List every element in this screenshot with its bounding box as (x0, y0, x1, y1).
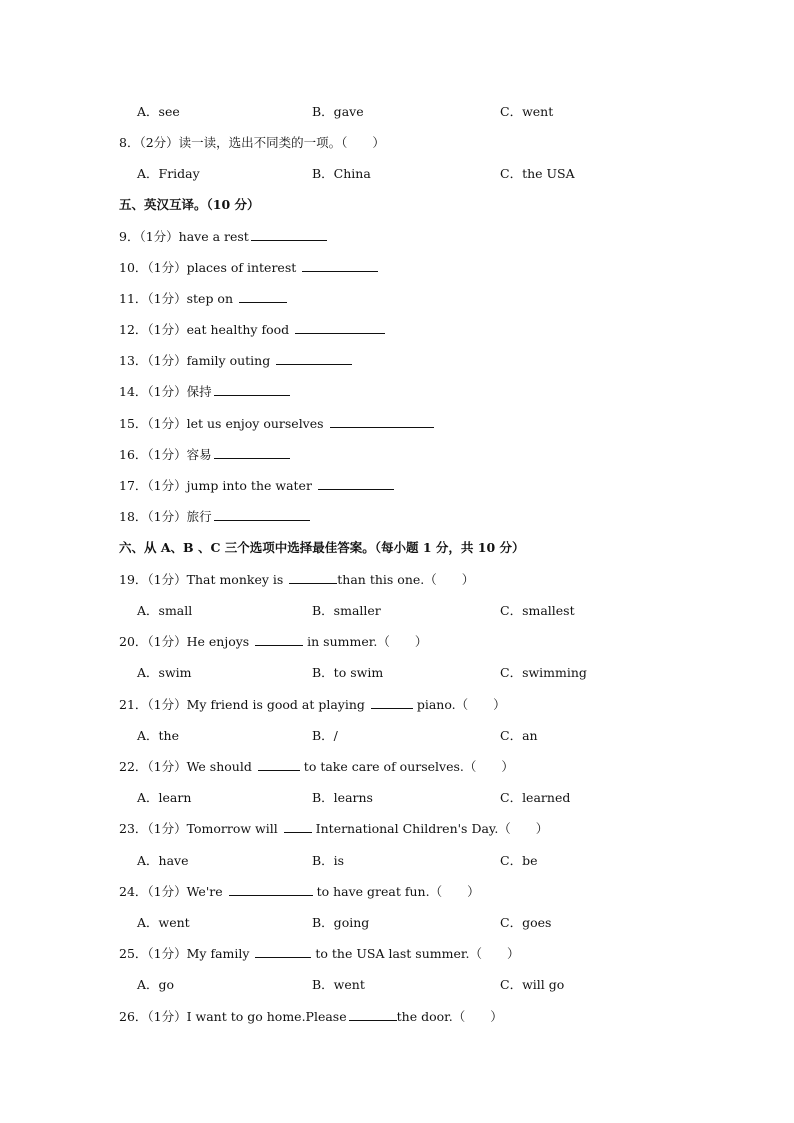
question-text (119, 1007, 503, 1027)
question-prompt: 19．（1分）That monkey is (119, 572, 288, 587)
question-text (119, 227, 327, 247)
question-line (0, 819, 794, 839)
answer-blank (258, 757, 300, 771)
question-line (0, 133, 794, 153)
section-heading (0, 538, 794, 558)
question-line (0, 351, 794, 371)
question-text (119, 944, 519, 964)
option-a: A．go (137, 977, 175, 992)
question-text (119, 882, 480, 902)
option-b: B．going (312, 915, 370, 930)
question-text (119, 476, 394, 496)
answer-blank (214, 382, 290, 396)
question-prompt: 24．（1分）We're (119, 884, 227, 899)
question-text (119, 445, 290, 465)
answer-blank (251, 227, 327, 241)
option-a: A．Friday (137, 166, 200, 181)
question-line (0, 944, 794, 964)
option-b: B．/ (312, 728, 338, 743)
option-c: C．goes (500, 915, 552, 930)
option-c: C．an (500, 728, 538, 743)
answer-blank (318, 476, 394, 490)
option-a: A．the (137, 728, 179, 743)
option-a: A．went (137, 915, 190, 930)
question-prompt: 9．（1分）have a rest (119, 229, 249, 244)
answer-blank (214, 507, 310, 521)
option-a: A．small (137, 603, 193, 618)
answer-blank (214, 445, 290, 459)
option-b: B．gave (312, 104, 364, 119)
answer-options-row (0, 164, 794, 184)
question-prompt: 25．（1分）My family (119, 946, 254, 961)
answer-blank (330, 414, 434, 428)
option-c: C．will go (500, 977, 565, 992)
option-c: C．be (500, 853, 538, 868)
question-tail: in summer.（ ） (303, 634, 428, 649)
option-b: B．China (312, 166, 371, 181)
question-text (119, 382, 290, 402)
option-c: C．went (500, 104, 554, 119)
question-prompt: 26．（1分）I want to go home.Please (119, 1009, 347, 1024)
option-b: B．smaller (312, 603, 381, 618)
question-text (119, 695, 506, 715)
answer-blank (255, 944, 311, 958)
answer-blank (284, 819, 312, 833)
answer-blank (255, 632, 303, 646)
option-b: B．learns (312, 790, 373, 805)
question-prompt: 16．（1分）容易 (119, 447, 212, 462)
question-prompt: 15．（1分）let us enjoy ourselves (119, 416, 328, 431)
answer-blank (295, 320, 385, 334)
question-line (0, 632, 794, 652)
answer-blank (302, 258, 378, 272)
question-prompt: 20．（1分）He enjoys (119, 634, 254, 649)
question-prompt: 23．（1分）Tomorrow will (119, 821, 282, 836)
answer-options-row (0, 601, 794, 621)
question-text (119, 258, 378, 278)
question-text (119, 351, 352, 371)
question-line (0, 382, 794, 402)
answer-blank (229, 882, 313, 896)
question-line (0, 757, 794, 777)
question-line (0, 227, 794, 247)
question-prompt: 22．（1分）We should (119, 759, 256, 774)
question-tail: piano.（ ） (412, 697, 506, 712)
question-prompt: 17．（1分）jump into the water (119, 478, 316, 493)
question-tail: International Children's Day.（ ） (311, 821, 549, 836)
option-a: A．see (137, 104, 180, 119)
answer-options-row (0, 913, 794, 933)
question-tail: the door.（ ） (396, 1009, 503, 1024)
answer-blank (289, 570, 337, 584)
answer-options-row (0, 102, 794, 122)
question-tail: to take care of ourselves.（ ） (299, 759, 514, 774)
question-prompt: 10．（1分）places of interest (119, 260, 301, 275)
question-line (0, 289, 794, 309)
answer-options-row (0, 851, 794, 871)
option-c: C．swimming (500, 665, 587, 680)
question-prompt: 12．（1分）eat healthy food (119, 322, 294, 337)
answer-options-row (0, 975, 794, 995)
question-line (0, 695, 794, 715)
answer-options-row (0, 663, 794, 683)
question-line (0, 414, 794, 434)
option-a: A．swim (137, 665, 192, 680)
option-a: A．learn (137, 790, 192, 805)
answer-options-row (0, 788, 794, 808)
question-text (119, 320, 385, 340)
question-line (0, 320, 794, 340)
question-prompt: 8．（2分）读一读，选出不同类的一项。（ ） (119, 135, 385, 150)
question-prompt: 13．（1分）family outing (119, 353, 275, 368)
question-text (119, 414, 434, 434)
question-prompt: 14．（1分）保持 (119, 384, 212, 399)
answer-blank (371, 695, 413, 709)
question-tail: than this one.（ ） (337, 572, 475, 587)
answer-blank (276, 351, 352, 365)
question-line (0, 476, 794, 496)
section-heading (0, 195, 794, 215)
question-text (119, 133, 385, 153)
question-prompt: 11．（1分）step on (119, 291, 237, 306)
option-a: A．have (137, 853, 189, 868)
answer-blank (239, 289, 287, 303)
question-line (0, 445, 794, 465)
question-line (0, 507, 794, 527)
question-tail: to the USA last summer.（ ） (311, 946, 520, 961)
question-text (119, 570, 474, 590)
option-c: C．smallest (500, 603, 575, 618)
question-text (119, 507, 310, 527)
option-c: C．learned (500, 790, 571, 805)
answer-options-row (0, 726, 794, 746)
question-prompt: 18．（1分）旅行 (119, 509, 212, 524)
question-text (119, 632, 427, 652)
question-line (0, 882, 794, 902)
option-b: B．is (312, 853, 345, 868)
question-line (0, 258, 794, 278)
question-tail: to have great fun.（ ） (312, 884, 480, 899)
section-heading-text: 六、从 A、B 、C 三个选项中选择最佳答案。（每小题 1 分，共 10 分） (119, 540, 525, 555)
section-heading-text: 五、英汉互译。（10 分） (119, 197, 260, 212)
answer-blank (349, 1007, 397, 1021)
question-line (0, 570, 794, 590)
question-text (119, 289, 287, 309)
question-line (0, 1007, 794, 1027)
question-text (119, 757, 514, 777)
option-b: B．to swim (312, 665, 384, 680)
question-prompt: 21．（1分）My friend is good at playing (119, 697, 369, 712)
option-b: B．went (312, 977, 365, 992)
option-c: C．the USA (500, 166, 575, 181)
question-text (119, 819, 548, 839)
